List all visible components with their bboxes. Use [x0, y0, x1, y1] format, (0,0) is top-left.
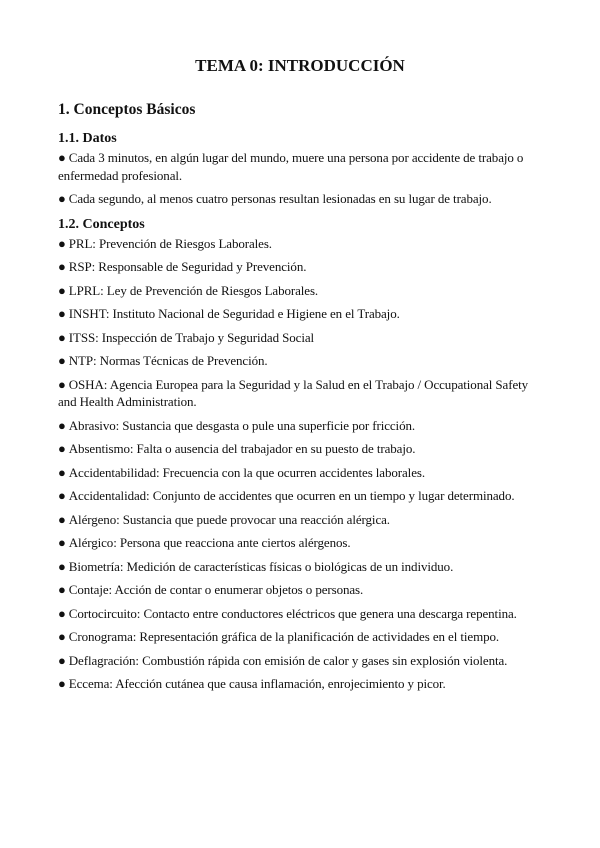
list-item-text: Cada segundo, al menos cuatro personas resultan lesionadas en su lugar de trabajo.	[68, 191, 492, 206]
page-title: TEMA 0: INTRODUCCIÓN	[195, 56, 405, 75]
bullet-icon: ●	[58, 676, 66, 691]
document-body	[58, 100, 548, 699]
list-item	[58, 149, 548, 184]
list-item	[58, 628, 548, 646]
list-item	[58, 440, 548, 458]
list-item-text: Eccema: Afección cutánea que causa inflamación, enrojecimiento y picor.	[68, 676, 446, 691]
list-item	[58, 605, 548, 623]
list-item-text: Cortocircuito: Contacto entre conductores eléctricos que genera una descarga repentina.	[68, 605, 517, 621]
subsection-heading-datos: 1.1. Datos	[58, 131, 117, 146]
list-item	[58, 511, 548, 529]
list-item	[58, 487, 548, 505]
list-item	[58, 305, 548, 323]
list-item-text: Abrasivo: Sustancia que desgasta o pule una superficie por fricción.	[68, 417, 416, 433]
list-item-text: Biometría: Medición de características físicas o biológicas de un individuo.	[68, 558, 454, 574]
datos-list	[58, 149, 548, 208]
bullet-icon: ●	[58, 558, 66, 574]
bullet-icon: ●	[58, 488, 66, 503]
list-item	[58, 190, 548, 208]
bullet-icon: ●	[58, 629, 66, 644]
list-item	[58, 464, 548, 482]
list-item	[58, 675, 548, 693]
list-item-text: Contaje: Acción de contar o enumerar objetos o personas.	[68, 582, 364, 597]
conceptos-list	[58, 235, 548, 693]
subsection-heading-conceptos: 1.2. Conceptos	[58, 216, 145, 232]
bullet-icon: ●	[58, 511, 66, 527]
list-item-text: Cada 3 minutos, en algún lugar del mundo, muere una persona por accidente de trabajo o enfermedad profesional.	[58, 150, 524, 183]
bullet-icon: ●	[58, 605, 66, 621]
bullet-icon: ●	[58, 235, 66, 251]
bullet-icon: ●	[58, 191, 66, 206]
list-item-text: INSHT: Instituto Nacional de Seguridad e Higiene en el Trabajo.	[68, 306, 400, 321]
bullet-icon: ●	[58, 259, 66, 274]
list-item-text: OSHA: Agencia Europea para la Seguridad y la Salud en el Trabajo / Occupational Safety and Health Administration.	[58, 376, 529, 409]
bullet-icon: ●	[58, 329, 66, 345]
list-item	[58, 235, 548, 253]
list-item-text: RSP: Responsable de Seguridad y Prevención.	[68, 259, 307, 274]
list-item-text: Cronograma: Representación gráfica de la planificación de actividades en el tiempo.	[68, 629, 500, 644]
list-item	[58, 352, 548, 370]
list-item-text: Accidentabilidad: Frecuencia con la que ocurren accidentes laborales.	[68, 464, 425, 480]
section-heading-conceptos-basicos: 1. Conceptos Básicos	[58, 101, 196, 118]
list-item	[58, 282, 548, 300]
bullet-icon: ●	[58, 582, 66, 597]
list-item-text: LPRL: Ley de Prevención de Riesgos Laborales.	[68, 282, 319, 298]
list-item	[58, 652, 548, 670]
list-item-text: ITSS: Inspección de Trabajo y Seguridad Social	[68, 329, 315, 345]
list-item	[58, 558, 548, 576]
bullet-icon: ●	[58, 464, 66, 480]
list-item-text: Absentismo: Falta o ausencia del trabajador en su puesto de trabajo.	[68, 441, 416, 456]
list-item-text: NTP: Normas Técnicas de Prevención.	[68, 353, 268, 368]
bullet-icon: ●	[58, 353, 66, 368]
list-item	[58, 581, 548, 599]
bullet-icon: ●	[58, 417, 66, 433]
bullet-icon: ●	[58, 282, 66, 298]
list-item	[58, 376, 548, 411]
list-item	[58, 417, 548, 435]
bullet-icon: ●	[58, 441, 66, 456]
list-item-text: Alérgeno: Sustancia que puede provocar una reacción alérgica.	[68, 511, 390, 527]
bullet-icon: ●	[58, 306, 66, 321]
bullet-icon: ●	[58, 652, 66, 668]
list-item	[58, 534, 548, 552]
list-item	[58, 329, 548, 347]
bullet-icon: ●	[58, 376, 66, 392]
list-item-text: Deflagración: Combustión rápida con emisión de calor y gases sin explosión violenta.	[68, 652, 508, 668]
list-item-text: PRL: Prevención de Riesgos Laborales.	[68, 235, 272, 251]
list-item-text: Alérgico: Persona que reacciona ante ciertos alérgenos.	[68, 535, 351, 550]
list-item-text: Accidentalidad: Conjunto de accidentes que ocurren en un tiempo y lugar determinado.	[68, 488, 515, 503]
bullet-icon: ●	[58, 150, 66, 165]
list-item	[58, 258, 548, 276]
bullet-icon: ●	[58, 535, 66, 550]
